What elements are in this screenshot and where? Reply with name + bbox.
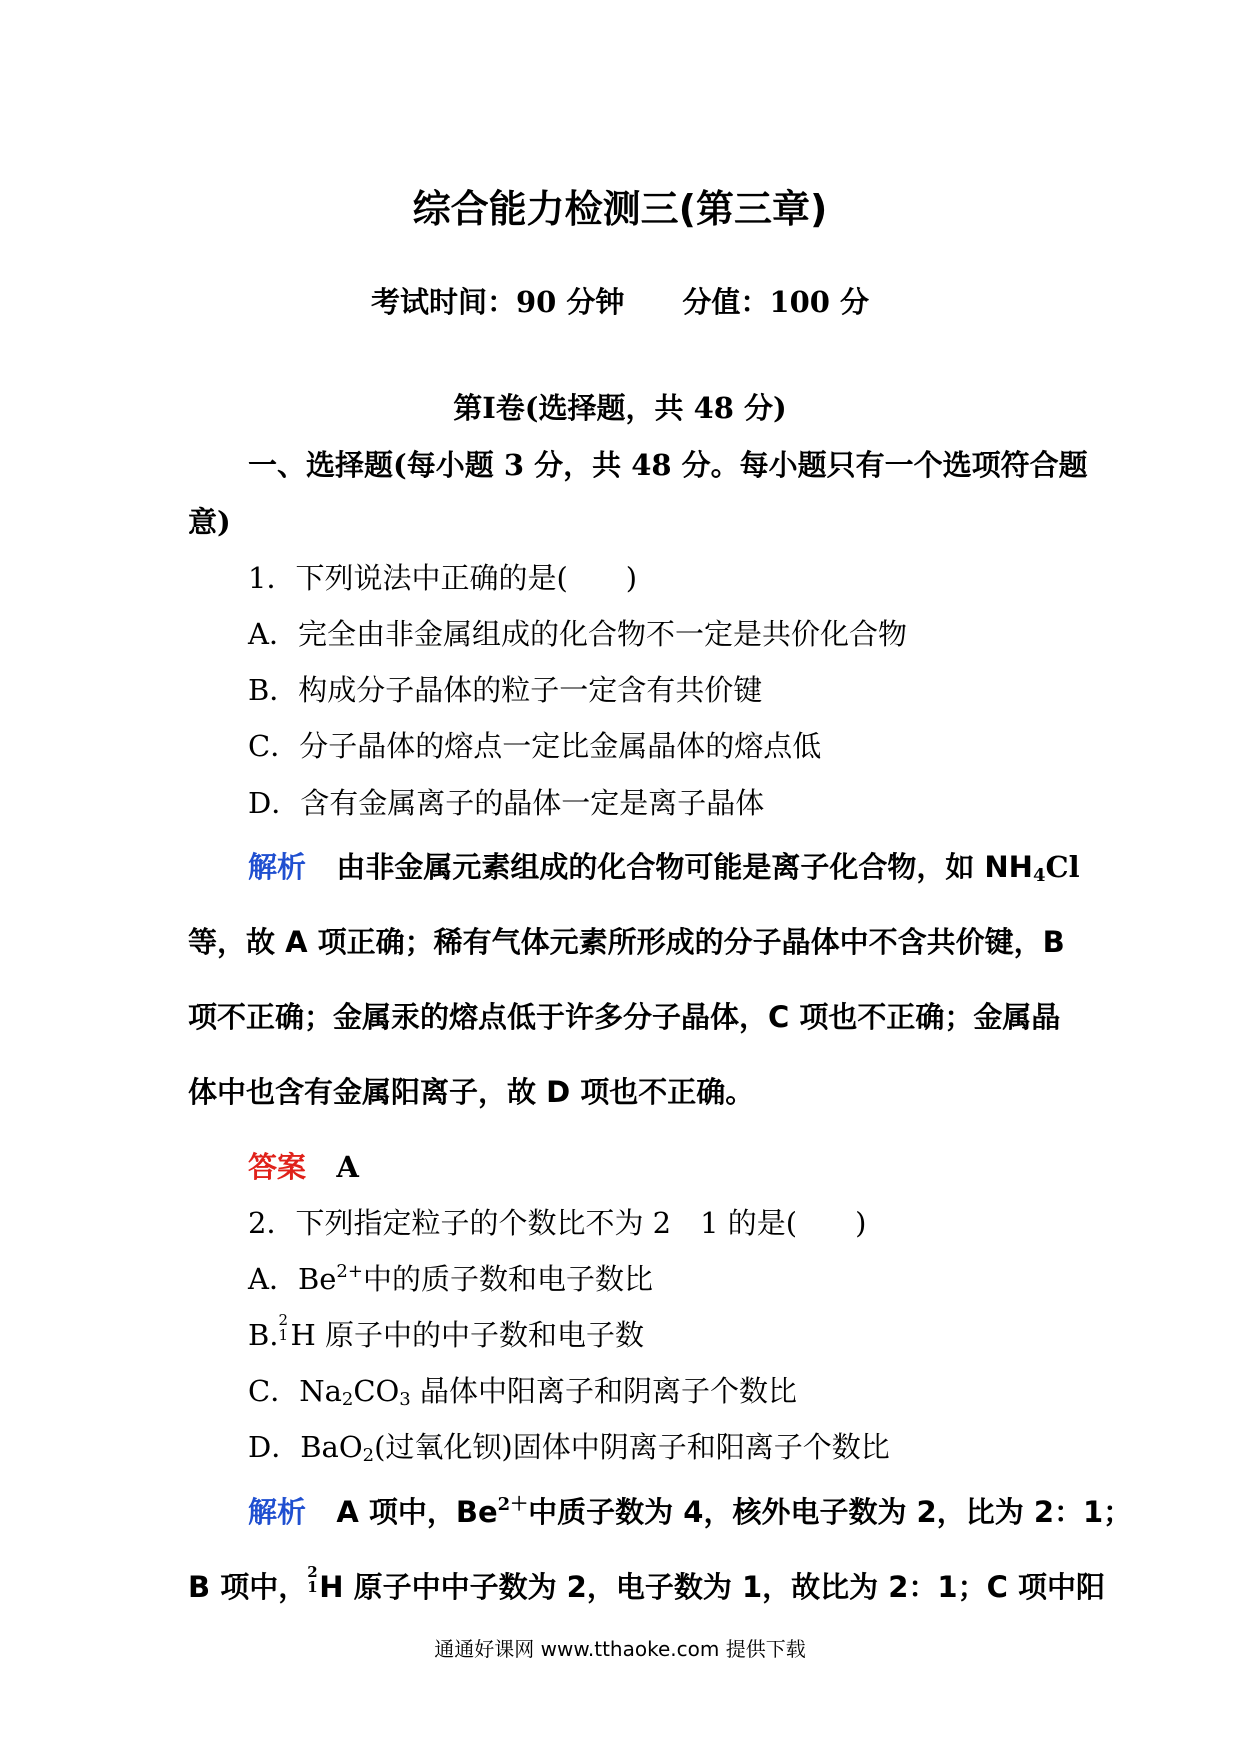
analysis-label: 解析 [248, 1495, 307, 1529]
question-2-option-b: B. 2 1 H 原子中的中子数和电子数 [248, 1311, 645, 1352]
answer-value: A [336, 1150, 359, 1184]
question-1-analysis-line-2: 等，故 A 项正确；稀有气体元素所形成的分子晶体中不含共价键，B [188, 925, 1065, 959]
question-1-answer [248, 1145, 359, 1186]
isotope-notation: 2 1 [278, 1311, 289, 1344]
question-2-stem: 2．下列指定粒子的个数比不为 2 1 的是( ) [248, 1206, 867, 1240]
page-title: 综合能力检测三(第三章) [412, 187, 828, 231]
question-1-option-a: A．完全由非金属组成的化合物不一定是共价化合物 [248, 617, 907, 651]
question-1-analysis-line-3: 项不正确；金属汞的熔点低于许多分子晶体，C 项也不正确；金属晶 [188, 1000, 1061, 1034]
question-1-option-b: B．构成分子晶体的粒子一定含有共价键 [248, 673, 763, 707]
instructions-line-1: 一、选择题(每小题 3 分，共 48 分。每小题只有一个选项符合题 [248, 448, 1088, 482]
question-1-stem: 1．下列说法中正确的是( ) [248, 561, 638, 595]
question-1-option-c: C．分子晶体的熔点一定比金属晶体的熔点低 [248, 729, 822, 763]
exam-score: 分值：100 分 [682, 285, 870, 319]
exam-meta [0, 280, 1240, 321]
instructions-line-2: 意) [188, 505, 231, 539]
question-2-option-a: A．$Be^{2+}$中的质子数和电子数比 [248, 1261, 653, 1296]
question-2-option-d: D．BaO$_2$(过氧化钡)固体中阴离子和阳离子个数比 [248, 1430, 890, 1466]
question-1-analysis-line-4: 体中也含有金属阳离子，故 D 项也不正确。 [188, 1075, 755, 1109]
exam-time: 考试时间：90 分钟 [370, 285, 625, 319]
question-2-option-c: C．$Na_2CO_3$ 晶体中阳离子和阴离子个数比 [248, 1374, 797, 1410]
answer-label: 答案 [248, 1150, 307, 1184]
section-heading: 第Ⅰ卷(选择题，共 48 分) [453, 391, 787, 425]
isotope-notation: 2 1 [307, 1563, 318, 1596]
page-footer: 通通好课网 www.tthaoke.com 提供下载 [434, 1637, 806, 1661]
question-1-analysis-line-1: 解析 由非金属元素组成的化合物可能是离子化合物，如 $NH_4Cl$ [248, 850, 1080, 886]
question-2-analysis-line-2: B 项中， 2 1 H 原子中中子数为 2，电子数为 1，故比为 2：1；C 项中阳 [188, 1563, 1105, 1604]
question-2-analysis-line-1: 解析 A 项中，$Be^{2+}$中质子数为 4，核外电子数为 2，比为 2：1； [248, 1494, 1133, 1529]
question-1-option-d: D．含有金属离子的晶体一定是离子晶体 [248, 786, 765, 820]
analysis-label: 解析 [248, 850, 307, 884]
